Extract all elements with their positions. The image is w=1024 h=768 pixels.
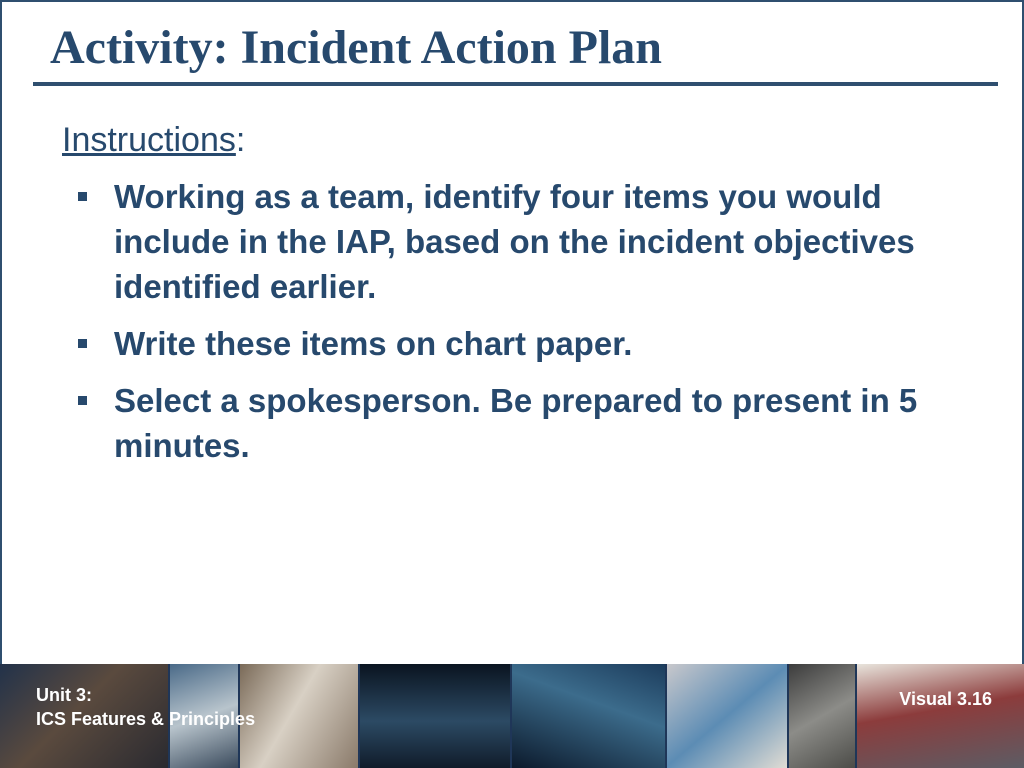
photo-panel xyxy=(358,664,510,768)
instruction-item xyxy=(78,174,978,309)
footer-visual-number: Visual 3.16 xyxy=(899,689,992,709)
footer-unit-number: Unit 3: xyxy=(36,685,92,705)
instruction-text: Working as a team, identify four items you would include in the IAP, based on the incident objectives identified earlier. xyxy=(114,178,915,305)
square-bullet-icon xyxy=(78,192,87,201)
photo-panel xyxy=(510,664,665,768)
photo-panel xyxy=(855,664,1024,768)
footer-unit-label xyxy=(36,683,255,731)
square-bullet-icon xyxy=(78,396,87,405)
slide-title: Activity: Incident Action Plan xyxy=(50,21,662,74)
instruction-text: Select a spokesperson. Be prepared to present in 5 minutes. xyxy=(114,382,918,464)
instruction-text: Write these items on chart paper. xyxy=(114,325,633,362)
photo-panel xyxy=(238,664,358,768)
photo-panel xyxy=(787,664,855,768)
square-bullet-icon xyxy=(78,339,87,348)
footer-unit-title: ICS Features & Principles xyxy=(36,709,256,729)
instruction-item xyxy=(78,378,978,468)
instructions-heading xyxy=(62,118,245,162)
instruction-list xyxy=(78,174,978,480)
instructions-heading-colon: : xyxy=(235,121,246,159)
title-divider xyxy=(33,82,998,86)
instruction-item xyxy=(78,321,978,366)
photo-panel xyxy=(665,664,787,768)
instructions-heading-label: Instructions xyxy=(62,121,236,159)
